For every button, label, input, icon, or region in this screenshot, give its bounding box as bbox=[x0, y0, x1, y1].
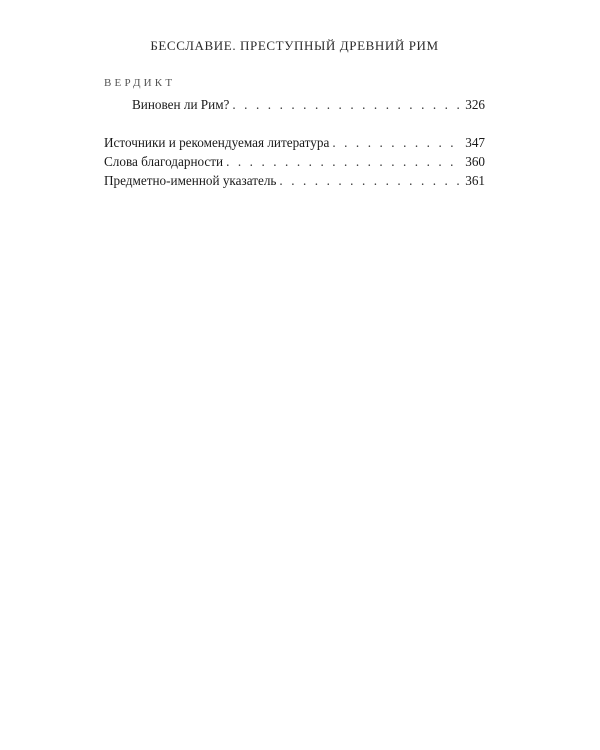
toc-entry-title: Предметно-именной указатель bbox=[104, 173, 277, 188]
toc-entry[interactable] bbox=[132, 96, 485, 114]
toc-entry-page-number: 361 bbox=[465, 173, 485, 188]
dot-leader bbox=[232, 96, 462, 114]
running-head: БЕССЛАВИЕ. ПРЕСТУПНЫЙ ДРЕВНИЙ РИМ bbox=[150, 38, 439, 53]
toc-entry[interactable] bbox=[104, 134, 485, 152]
toc-entry-title: Слова благодарности bbox=[104, 154, 224, 169]
toc-entry-page-number: 360 bbox=[465, 154, 485, 169]
dot-leader bbox=[332, 134, 462, 152]
dot-leader bbox=[226, 153, 462, 171]
section-label-verdict: ВЕРДИКТ bbox=[104, 77, 176, 89]
toc-entry-page-number: 347 bbox=[465, 135, 485, 150]
toc-entry[interactable] bbox=[104, 153, 485, 171]
toc-entry-title: Источники и рекомендуемая литература bbox=[104, 135, 330, 150]
dot-leader bbox=[279, 172, 462, 190]
toc-entry[interactable] bbox=[104, 172, 485, 190]
toc-entry-page-number: 326 bbox=[465, 97, 485, 112]
toc-entry-title: Виновен ли Рим? bbox=[132, 97, 230, 112]
